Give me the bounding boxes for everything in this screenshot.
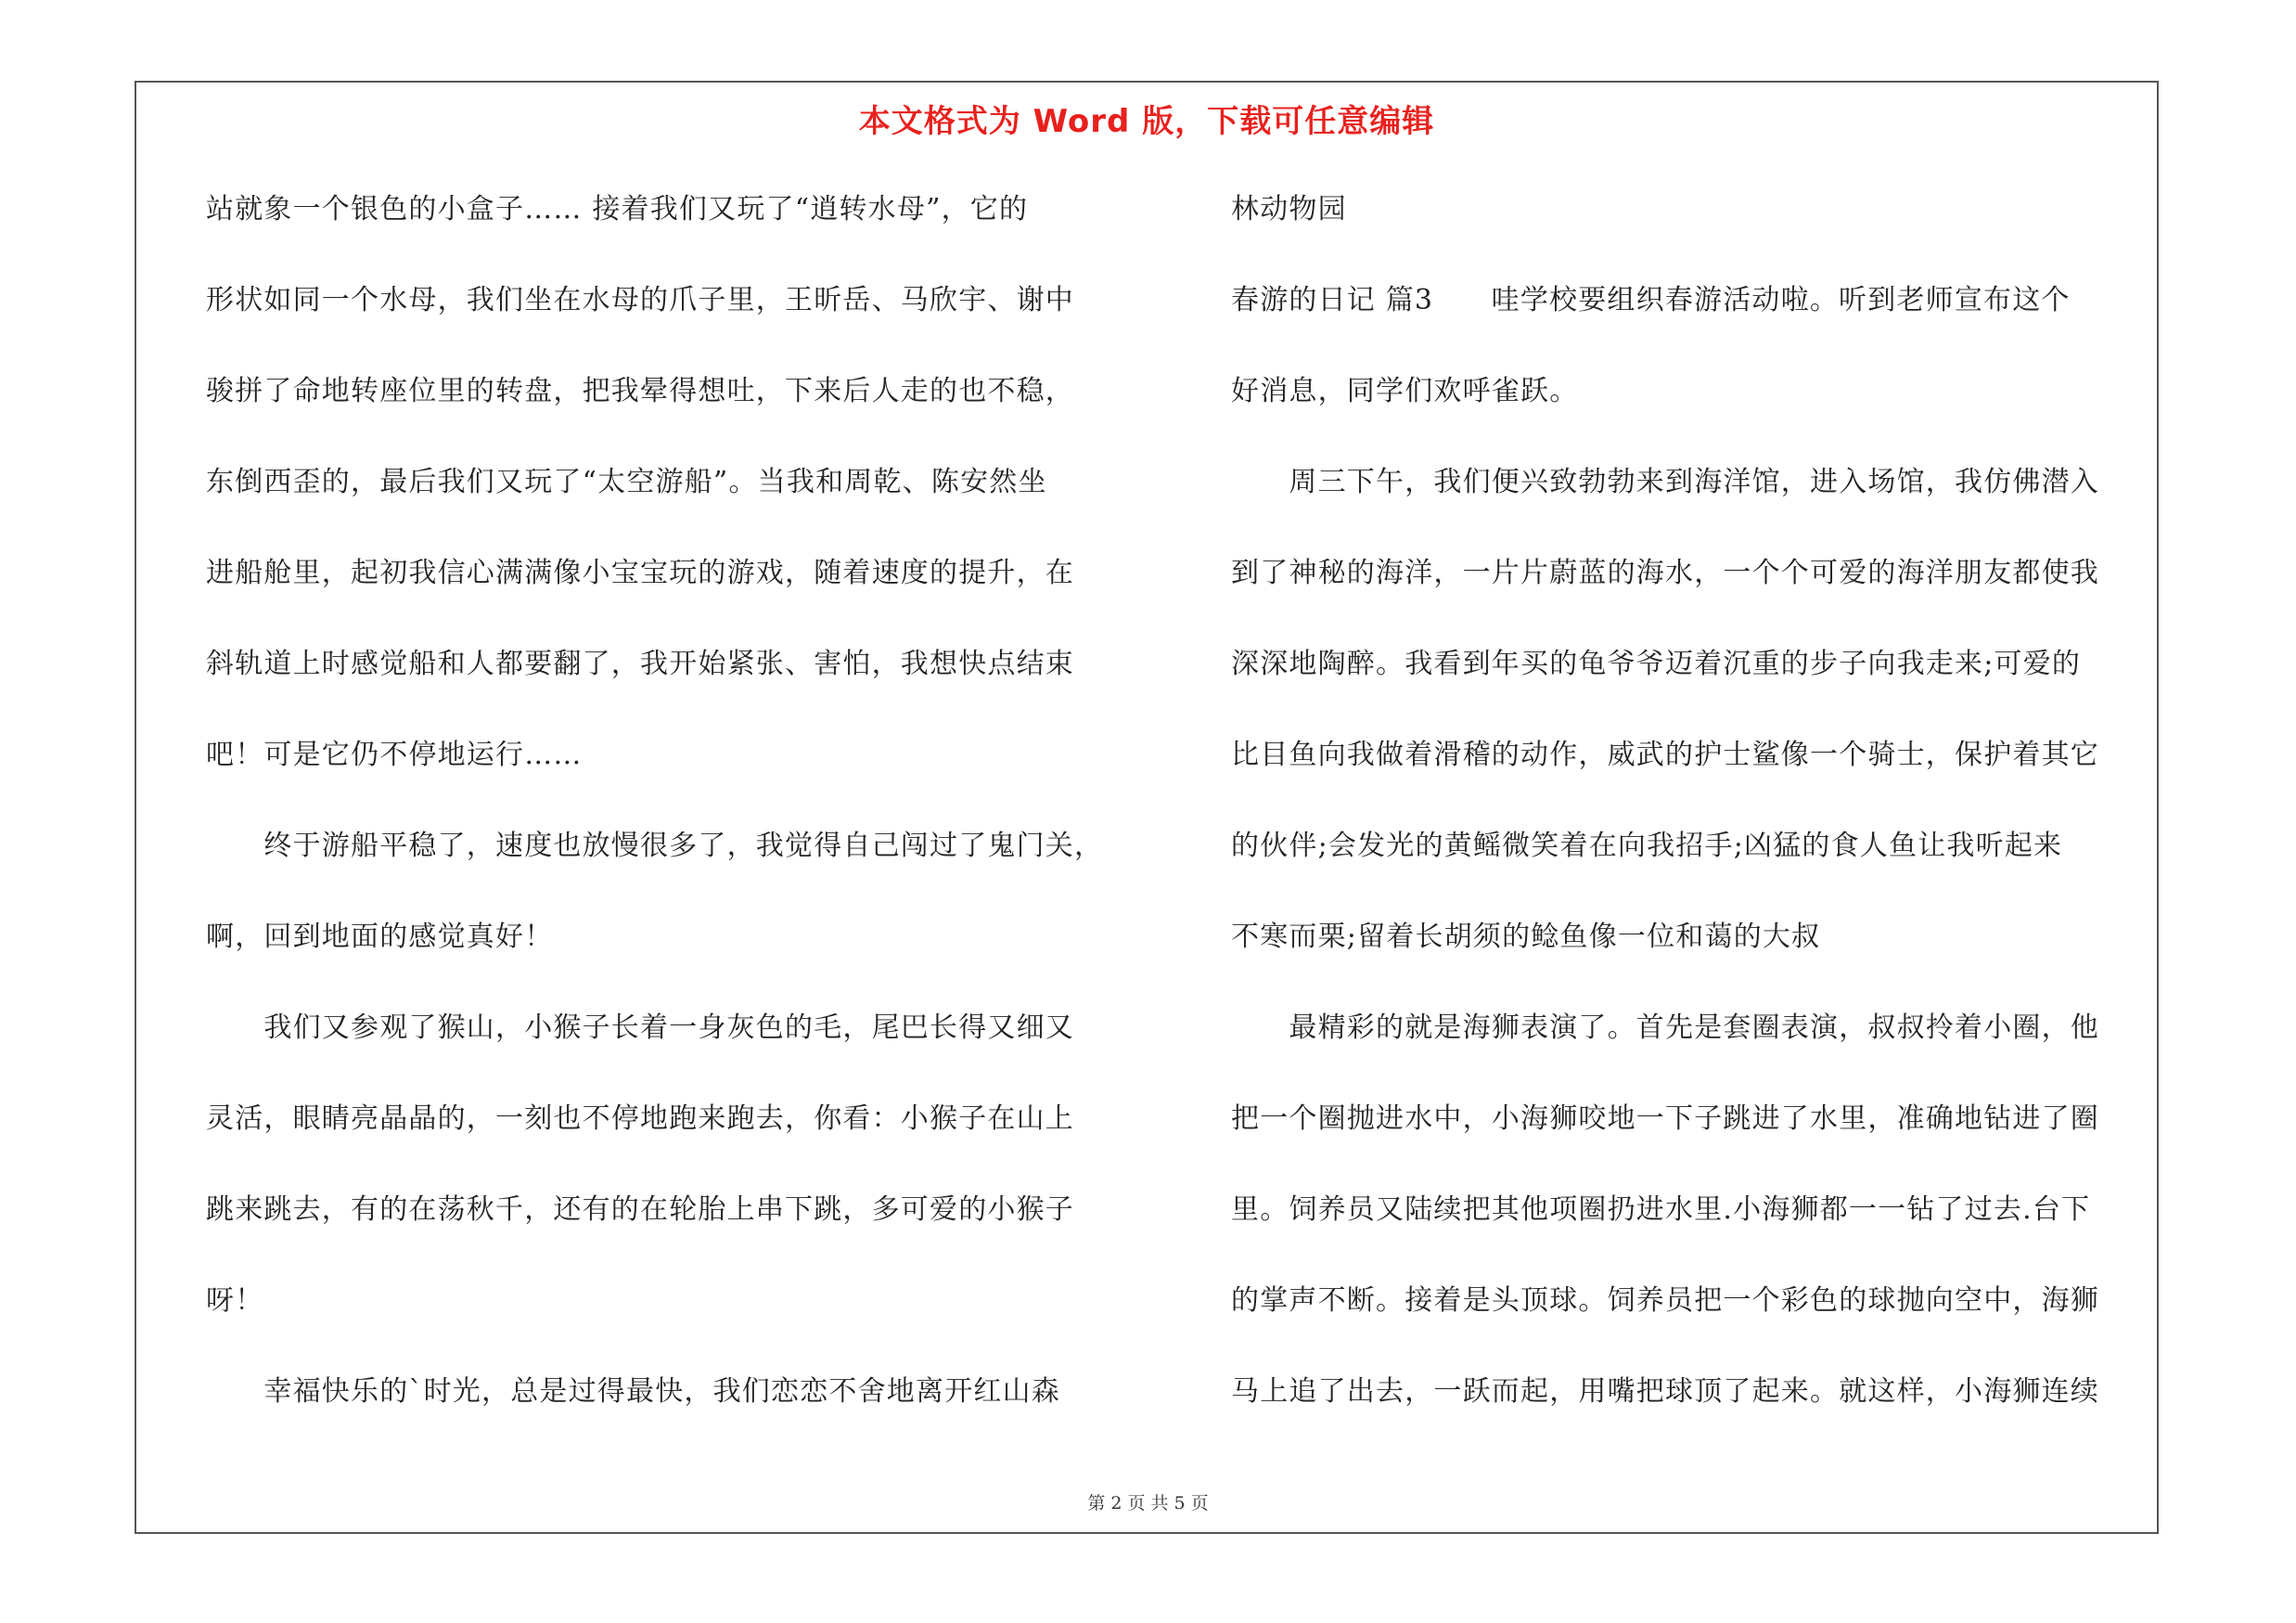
- text-line: 深深地陶醉。我看到年买的龟爷爷迈着沉重的步子向我走来;可爱的: [1231, 648, 2082, 680]
- text-line: 里。饲养员又陆续把其他项圈扔进水里.小海狮都一一钻了过去.台下: [1231, 1193, 2091, 1226]
- text-line: 东倒西歪的，最后我们又玩了“太空游船”。当我和周乾、陈安然坐: [206, 466, 1047, 498]
- text-line: 跳来跳去，有的在荡秋千，还有的在轮胎上串下跳，多可爱的小猴子: [206, 1193, 1074, 1226]
- text-line: 啊，回到地面的感觉真好！: [206, 921, 554, 953]
- text-line: 吧！可是它仍不停地运行……: [206, 739, 583, 771]
- text-line: 灵活，眼睛亮晶晶的，一刻也不停地跑来跑去，你看：小猴子在山上: [206, 1102, 1074, 1135]
- text-line: 终于游船平稳了，速度也放慢很多了，我觉得自己闯过了鬼门关，: [206, 830, 1104, 862]
- word-format-banner: 本文格式为 Word 版，下载可任意编辑: [858, 103, 1435, 140]
- text-line: 好消息，同学们欢呼雀跃。: [1231, 375, 1579, 407]
- text-line: 马上追了出去，一跃而起，用嘴把球顶了起来。就这样，小海狮连续: [1231, 1375, 2099, 1408]
- text-line: 骏拼了命地转座位里的转盘，把我晕得想吐，下来后人走的也不稳，: [206, 375, 1074, 407]
- text-line: 进船舱里，起初我信心满满像小宝宝玩的游戏，随着速度的提升，在: [206, 557, 1074, 589]
- text-line: 到了神秘的海洋，一片片蔚蓝的海水，一个个可爱的海洋朋友都使我: [1231, 557, 2099, 589]
- text-line: 林动物园: [1231, 193, 1347, 225]
- text-line: 不寒而栗;留着长胡须的鲶鱼像一位和蔼的大叔: [1231, 921, 1821, 953]
- text-line: 最精彩的就是海狮表演了。首先是套圈表演，叔叔拎着小圈，他: [1231, 1011, 2099, 1044]
- text-line: 我们又参观了猴山，小猴子长着一身灰色的毛，尾巴长得又细又: [206, 1011, 1074, 1044]
- text-line: 的伙伴;会发光的黄鳐微笑着在向我招手;凶猛的食人鱼让我听起来: [1231, 830, 2063, 862]
- text-line: 周三下午，我们便兴致勃勃来到海洋馆，进入场馆，我仿佛潜入: [1231, 466, 2099, 498]
- text-line: 比目鱼向我做着滑稽的动作，威武的护士鲨像一个骑士，保护着其它: [1231, 739, 2099, 771]
- page-number-footer: 第 2 页 共 5 页: [1087, 1493, 1209, 1514]
- text-line: 幸福快乐的`时光，总是过得最快，我们恋恋不舍地离开红山森: [206, 1375, 1060, 1408]
- text-line: 把一个圈抛进水中，小海狮咬地一下子跳进了水里，准确地钻进了圈: [1231, 1102, 2099, 1135]
- text-line: 形状如同一个水母，我们坐在水母的爪子里，王昕岳、马欣宇、谢中: [206, 284, 1074, 316]
- text-line: 呀！: [206, 1284, 264, 1317]
- text-line: 站就象一个银色的小盒子…… 接着我们又玩了“逍转水母”，它的: [206, 193, 1029, 225]
- text-line: 春游的日记 篇3 哇学校要组织春游活动啦。听到老师宣布这个: [1231, 284, 2071, 316]
- text-line: 的掌声不断。接着是头顶球。饲养员把一个彩色的球抛向空中，海狮: [1231, 1284, 2099, 1317]
- text-line: 斜轨道上时感觉船和人都要翻了，我开始紧张、害怕，我想快点结束: [206, 648, 1074, 680]
